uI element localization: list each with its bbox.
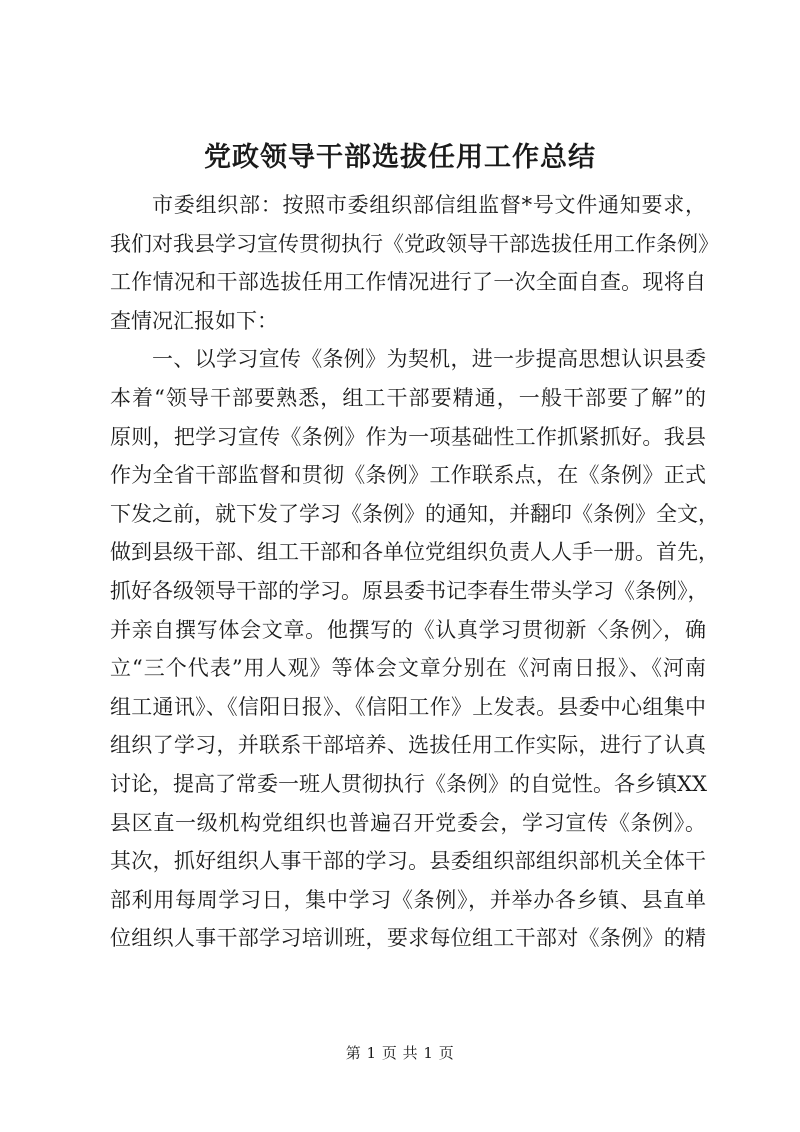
body-line: 讨论，提高了常委一班人贯彻执行《条例》的自觉性。各乡镇XX — [110, 771, 707, 796]
body-line: 工作情况和干部选拔任用工作情况进行了一次全面自查。现将自 — [110, 270, 706, 295]
body-line: 市委组织部：按照市委组织部信组监督*号文件通知要求， — [152, 193, 706, 217]
page-footer: 第 1 页 共 1 页 — [345, 1044, 455, 1062]
body-line: 一、以学习宣传《条例》为契机，进一步提高思想认识县委 — [152, 347, 706, 372]
body-line: 下发之前，就下发了学习《条例》的通知，并翻印《条例》全文， — [110, 501, 719, 526]
body-line: 原则，把学习宣传《条例》作为一项基础性工作抓紧抓好。我县 — [110, 424, 706, 449]
body-line: 立“三个代表”用人观》等体会文章分别在《河南日报》、《河南 — [110, 656, 706, 681]
body-line: 作为全省干部监督和贯彻《条例》工作联系点，在《条例》正式 — [110, 463, 706, 488]
document-title: 党政领导干部选拔任用工作总结 — [204, 142, 596, 173]
body-line: 位组织人事干部学习培训班，要求每位组工干部对《条例》的精 — [110, 926, 706, 951]
body-line: 组织了学习，并联系干部培养、选拔任用工作实际，进行了认真 — [110, 733, 706, 758]
body-line: 其次，抓好组织人事干部的学习。县委组织部组织部机关全体干 — [110, 849, 706, 874]
body-line: 并亲自撰写体会文章。他撰写的《认真学习贯彻新〈条例〉，确 — [110, 617, 706, 642]
body-line: 部利用每周学习日，集中学习《条例》，并举办各乡镇、县直单 — [110, 887, 706, 912]
body-line: 抓好各级领导干部的学习。原县委书记李春生带头学习《条例》， — [110, 578, 709, 603]
document-body — [110, 186, 719, 958]
body-line: 我们对我县学习宣传贯彻执行《党政领导干部选拔任用工作条例》 — [110, 231, 719, 256]
body-line: 组工通讯》、《信阳日报》、《信阳工作》上发表。县委中心组集中 — [110, 694, 706, 719]
body-line: 做到县级干部、组工干部和各单位党组织负责人人手一册。首先， — [110, 540, 719, 565]
body-line: 本着“领导干部要熟悉，组工干部要精通，一般干部要了解”的 — [110, 385, 706, 410]
body-line: 县区直一级机构党组织也普遍召开党委会，学习宣传《条例》。 — [110, 810, 706, 835]
body-line: 查情况汇报如下： — [110, 308, 278, 333]
